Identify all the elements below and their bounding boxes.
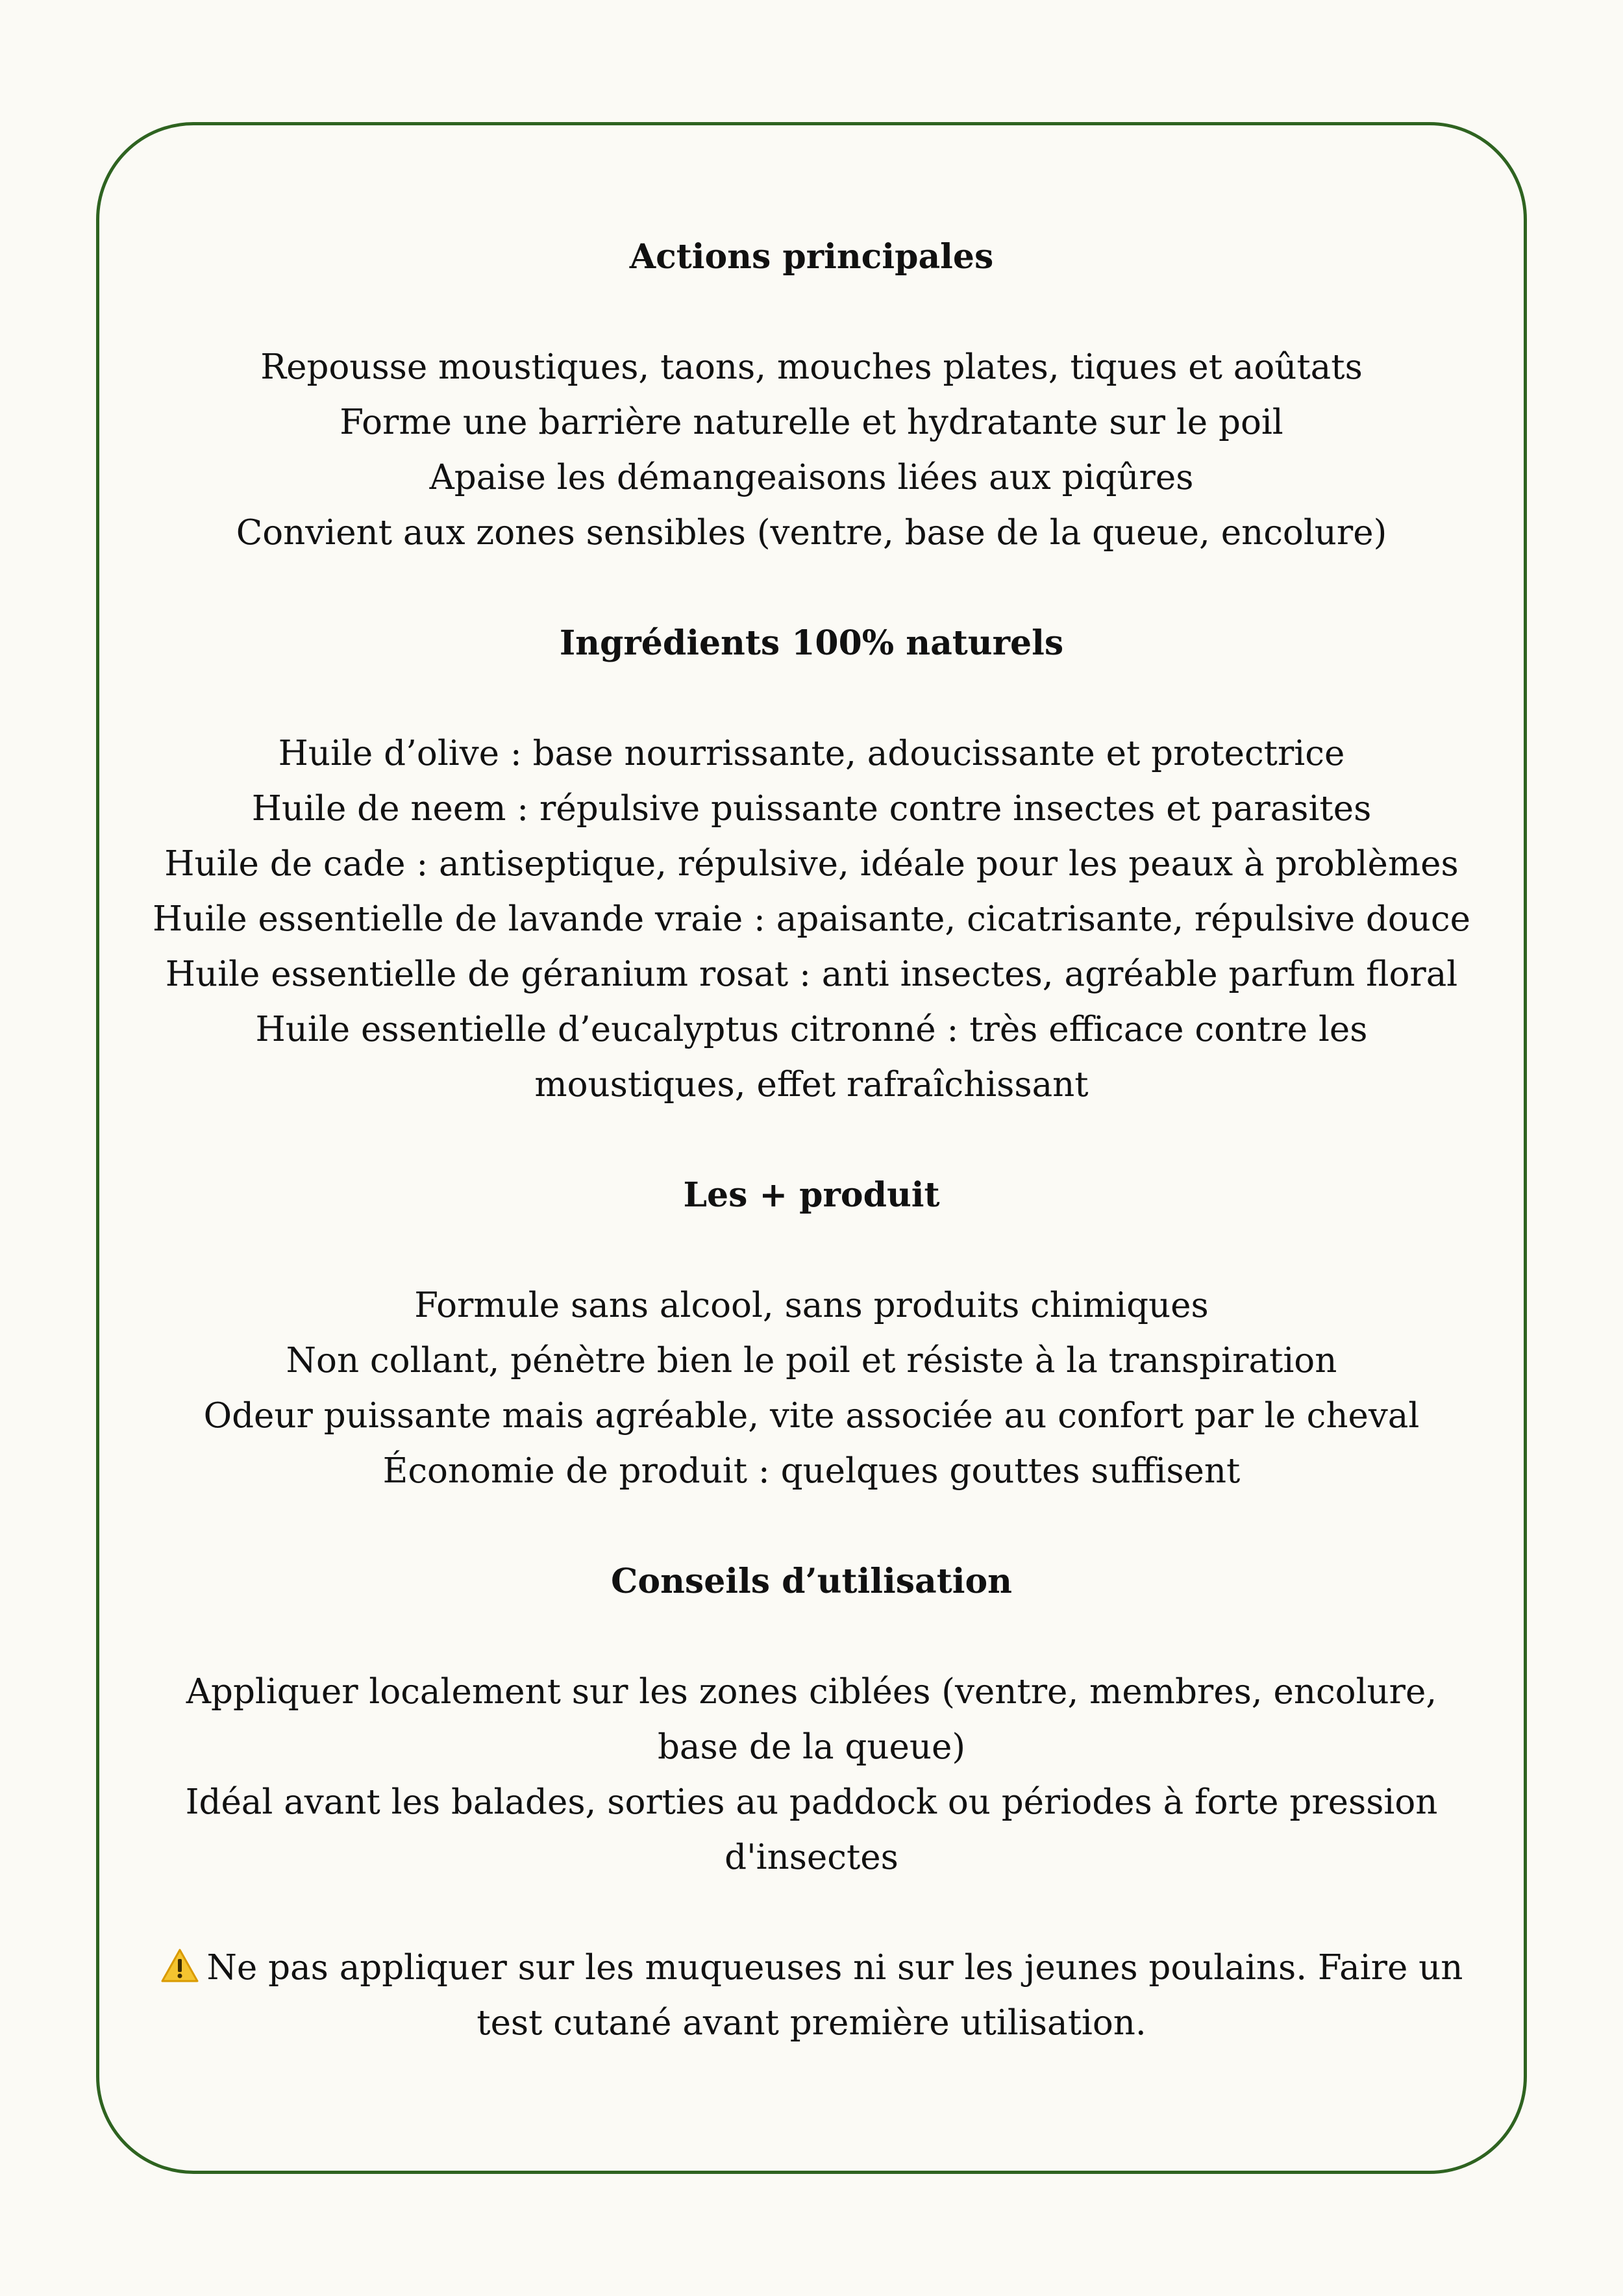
text-line: Odeur puissante mais agréable, vite associée au confort par le cheval <box>203 1396 1420 1436</box>
text-line: Non collant, pénètre bien le poil et résiste à la transpiration <box>286 1341 1337 1380</box>
section-product-benefits <box>99 1167 1524 1499</box>
text-line: Formule sans alcool, sans produits chimiques <box>414 1286 1209 1325</box>
text-line: Huile essentielle de lavande vraie : apaisante, cicatrisante, répulsive douce <box>153 899 1470 939</box>
section-usage-tips <box>99 1554 1524 1885</box>
section-heading: Les + produit <box>683 1175 940 1215</box>
warning-line: test cutané avant première utilisation. <box>477 2003 1146 2043</box>
text-line: Huile de cade : antiseptique, répulsive, idéale pour les peaux à problèmes <box>164 844 1459 884</box>
warning-text: Ne pas appliquer sur les muqueuses ni sur les jeunes poulains. Faire un <box>206 1948 1463 1988</box>
text-line: Appliquer localement sur les zones ciblées (ventre, membres, encolure, <box>186 1672 1437 1712</box>
section-heading: Conseils d’utilisation <box>611 1562 1012 1601</box>
text-line: d'insectes <box>725 1838 898 1877</box>
text-line: Convient aux zones sensibles (ventre, base de la queue, encolure) <box>236 513 1387 553</box>
text-line: Huile d’olive : base nourrissante, adoucissante et protectrice <box>278 734 1345 773</box>
card-content <box>99 229 1524 2051</box>
warning-line <box>125 1940 1498 1995</box>
section-heading: Ingrédients 100% naturels <box>559 623 1064 663</box>
info-card <box>96 122 1527 2174</box>
text-line: Repousse moustiques, taons, mouches plates, tiques et aoûtats <box>260 347 1363 387</box>
text-line: Huile de neem : répulsive puissante contre insectes et parasites <box>251 789 1372 829</box>
text-line: Apaise les démangeaisons liées aux piqûres <box>429 458 1194 497</box>
text-line: Idéal avant les balades, sorties au paddock ou périodes à forte pression <box>185 1782 1438 1822</box>
warning-icon <box>160 1948 199 1983</box>
warning-note <box>99 1940 1524 2051</box>
text-line: moustiques, effet rafraîchissant <box>534 1065 1089 1104</box>
text-line: Économie de produit : quelques gouttes suffisent <box>382 1451 1241 1491</box>
text-line: Forme une barrière naturelle et hydratante sur le poil <box>340 403 1283 442</box>
text-line: Huile essentielle d’eucalyptus citronné : très efficace contre les <box>255 1010 1368 1049</box>
text-line: Huile essentielle de géranium rosat : anti insectes, agréable parfum floral <box>165 955 1458 994</box>
section-ingredients <box>99 616 1524 1112</box>
section-actions <box>99 229 1524 560</box>
text-line: base de la queue) <box>657 1727 966 1767</box>
section-heading: Actions principales <box>629 237 994 277</box>
